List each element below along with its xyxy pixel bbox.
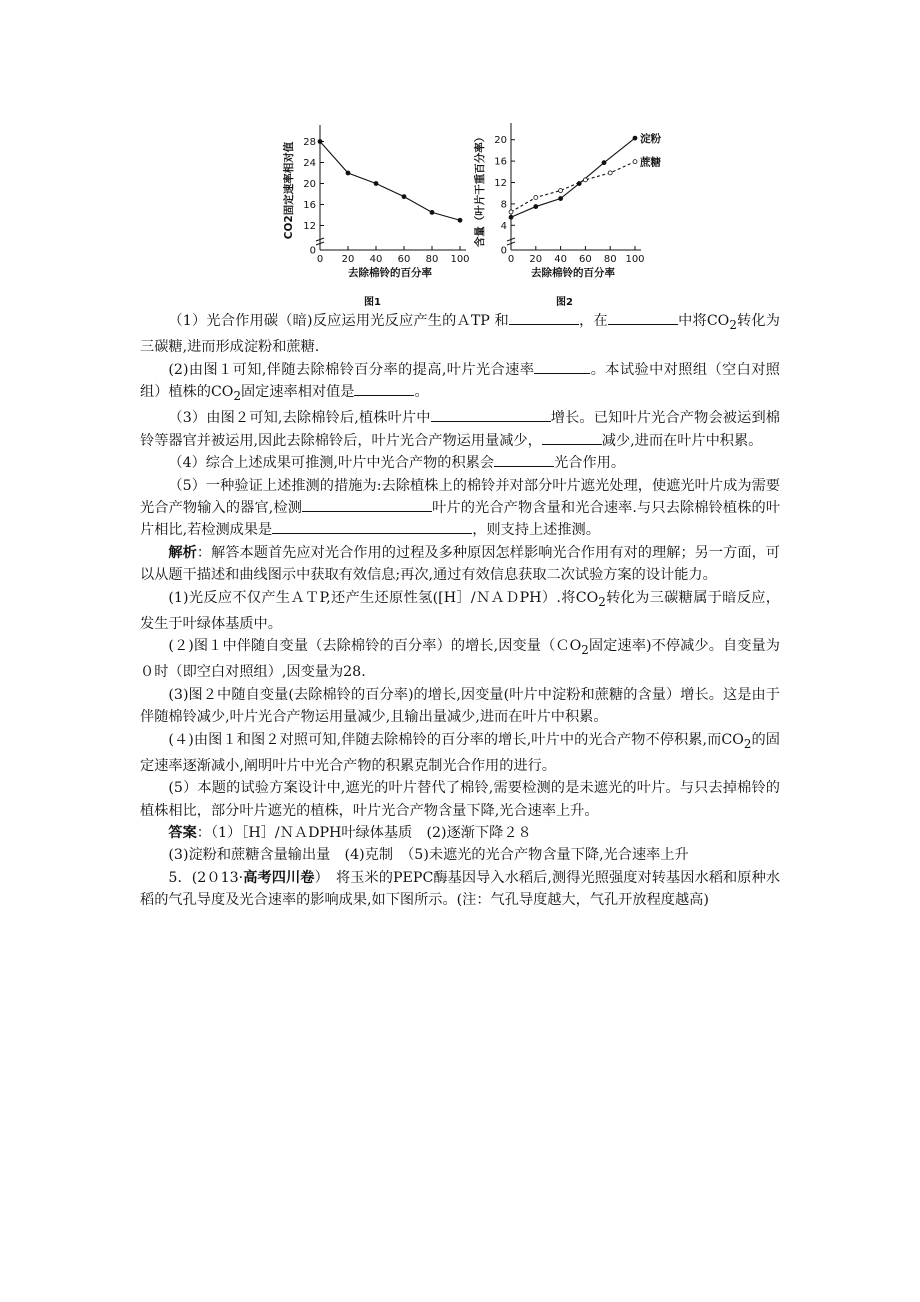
figure-2 [465,105,680,305]
text-run: ） 将玉米的PEPC酶基因导入水稻后,测得光照强度对转基因水稻和原种水稻的气孔导度及光合速率的影响成果,如下图所示。(注：气孔导度越大，气孔开放程度越高) [140,869,781,909]
x-axis-label: 去除棉铃的百分率 [531,267,615,279]
text-run: 固定速率相对值是 [240,384,355,401]
text-run: (２)图１中伴随自变量（去除棉铃的百分率）的增长,因变量（ＣO [168,638,582,655]
paragraph [140,359,780,408]
figure-2-caption: 图2 [556,297,573,308]
y-tick-label: 4 [500,220,507,232]
answer-blank [534,359,590,374]
data-point [559,197,563,201]
bold-text: 高考四川卷 [243,869,315,886]
text-run: 光合作用。 [554,455,626,472]
text-run: ，在 [578,313,608,329]
text-run: ，则支持上述推测。 [472,522,600,539]
data-point [534,205,538,209]
text-run: ：解答本题首先应对光合作用的过程及多种原因怎样影响光合作用有对的理解；另一方面，可以从题干描述和曲线图示中获取有效信息;再次,通过有效信息获取二次试验方案的设计能力。 [140,544,780,584]
bold-text: 答案 [168,825,197,842]
data-point [633,160,637,164]
subscript: 2 [598,594,606,609]
paragraph [140,475,780,542]
text-run: 转化为三碳糖属于暗反应，发生于叶绿体基质中。 [140,589,780,632]
paragraph [140,407,780,452]
text-run: 。 [414,384,429,401]
text-run: 5．(2０13· [168,869,244,886]
text-run: 转化为三碳糖,进而形成淀粉和蔗糖. [140,313,780,356]
paragraph [140,867,780,912]
subscript: 2 [729,317,737,332]
text-run: （1）光合作用碳（暗)反应运用光反应产生的ＡTP 和 [168,313,509,329]
data-point [608,171,612,175]
figure-2-chart [465,105,680,290]
paragraph [140,310,780,359]
text-run: (5）本题的试验方案设计中,遮光的叶片替代了棉铃,需要检测的是未遮光的叶片。与只去掉棉铃的植株相比，部分叶片遮光的植株，叶片光合产物含量下降,光合速率上升。 [140,780,780,819]
x-tick-label: 20 [341,254,355,265]
text-run: ：（1）［H］/ＮＡDPH叶绿体基质 (2)逐渐下降２８ [196,825,532,842]
y-tick-label: 20 [303,179,316,190]
bold-text: 解析 [168,544,197,561]
text-run: 中将CO [677,313,730,329]
y-tick-label: 20 [494,135,507,147]
x-tick-label: 100 [450,254,470,265]
figure-1-chart [270,105,470,290]
data-point [534,195,538,199]
x-axis-label: 去除棉铃的百分率 [348,267,432,279]
legend-label: 蔗糖 [640,156,661,169]
series-line [511,138,635,217]
data-point [509,210,513,214]
y-axis-label: CO2固定速率相对值 [283,141,295,240]
paragraph [140,729,780,778]
data-point [583,178,587,182]
text-run: (3)淀粉和蔗糖含量输出量 (4)克制 （5)未遮光的光合产物含量下降,光合速率上升 [168,847,689,864]
figure-1-caption: 图1 [364,297,381,308]
paragraph [140,777,780,822]
x-tick-label: 80 [425,254,439,265]
x-tick-label: 20 [529,254,543,265]
y-axis-label: 含量（叶片干重百分率） [474,131,486,248]
data-point [602,161,606,165]
x-tick-label: 60 [579,254,592,265]
x-tick-label: 100 [625,254,645,265]
data-point [402,195,406,199]
paragraph [140,635,780,684]
figure-1 [270,105,470,305]
y-tick-label: 12 [494,178,507,189]
x-tick-label: 60 [397,254,411,265]
x-tick-label: 0 [316,254,324,265]
paragraph [140,587,780,636]
text-run: （5）一种验证上述推测的措施为:去除植株上的棉铃并对部分叶片遮光处理，使遮光叶片成为需要光合产物输入的器官,检测 [140,477,780,516]
answer-blank [354,381,414,396]
text-run: (４)由图１和图２对照可知,伴随去除棉铃的百分率的增长,叶片中的光合产物不停积累,而CO [168,731,744,748]
paragraph [140,452,780,474]
subscript: 2 [581,643,589,657]
text-run: (1)光反应不仅产生ＡＴP,还产生还原性氢([H］/ＮＡＤPH）.将CO [168,589,599,606]
y-tick-label: 28 [303,137,316,148]
text-run: (3)图２中随自变量(去除棉铃的百分率)的增长,因变量(叶片中淀粉和蔗糖的含量）增长。这是由于伴随棉铃减少,叶片光合产物运用量减少,且输出量减少,进而在叶片中积累。 [140,686,780,726]
y-tick-label: 16 [494,156,507,168]
text-run: 的固定速率逐渐减小,阐明叶片中光合产物的积累克制光合作用的进行。 [140,731,780,774]
answer-blank [494,452,554,467]
answer-blank [431,407,551,422]
y-tick-label: 8 [500,199,507,211]
subscript: 2 [743,736,752,751]
data-point [430,210,434,214]
answer-blank [542,430,602,445]
text-run: (2)由图１可知,伴随去除棉铃百分率的提高,叶片光合速率 [168,361,535,378]
y-tick-label: 0 [309,245,316,257]
data-point [374,182,378,186]
paragraph [140,542,780,587]
x-tick-label: 40 [554,254,567,265]
subscript: 2 [233,388,241,403]
answer-blank [272,519,472,534]
data-point [318,140,322,144]
text-run: 。本试验中对照组（空白对照组）植株的CO [140,361,780,401]
text-run: 叶片的光合产物含量和光合速率.与只去除棉铃植株的叶片相比,若检测成果是 [140,499,781,539]
data-point [346,171,350,175]
data-point [509,215,513,219]
question-text [140,310,780,912]
data-point [458,218,462,222]
y-tick-label: 24 [303,158,316,169]
data-point [633,136,637,140]
data-point [559,189,563,193]
text-run: （4）综合上述成果可推测,叶片中光合产物的积累会 [168,455,495,472]
y-tick-label: 12 [303,221,316,232]
text-run: 减少,进而在叶片中积累。 [601,432,763,449]
y-tick-label: 16 [303,200,316,211]
text-run: 增长。已知叶片光合产物会被运到棉铃等器官并被运用,因此去除棉铃后，叶片光合产物运用量减少， [140,410,780,449]
x-tick-label: 0 [507,254,515,265]
series-line [320,142,460,221]
paragraph [140,844,780,866]
x-tick-label: 40 [369,254,383,265]
legend-label: 淀粉 [640,133,661,146]
text-run: 固定速率)不停减少。自变量为０时（即空白对照组）,因变量为28. [140,638,780,681]
paragraph [140,822,780,844]
answer-blank [608,310,678,325]
answer-blank [509,310,579,325]
answer-blank [302,497,432,512]
text-run: （3）由图２可知,去除棉铃后,植株叶片中 [168,410,431,427]
x-tick-label: 80 [603,254,617,265]
paragraph [140,684,780,729]
y-tick-label: 0 [500,245,507,257]
series-line [511,162,635,212]
